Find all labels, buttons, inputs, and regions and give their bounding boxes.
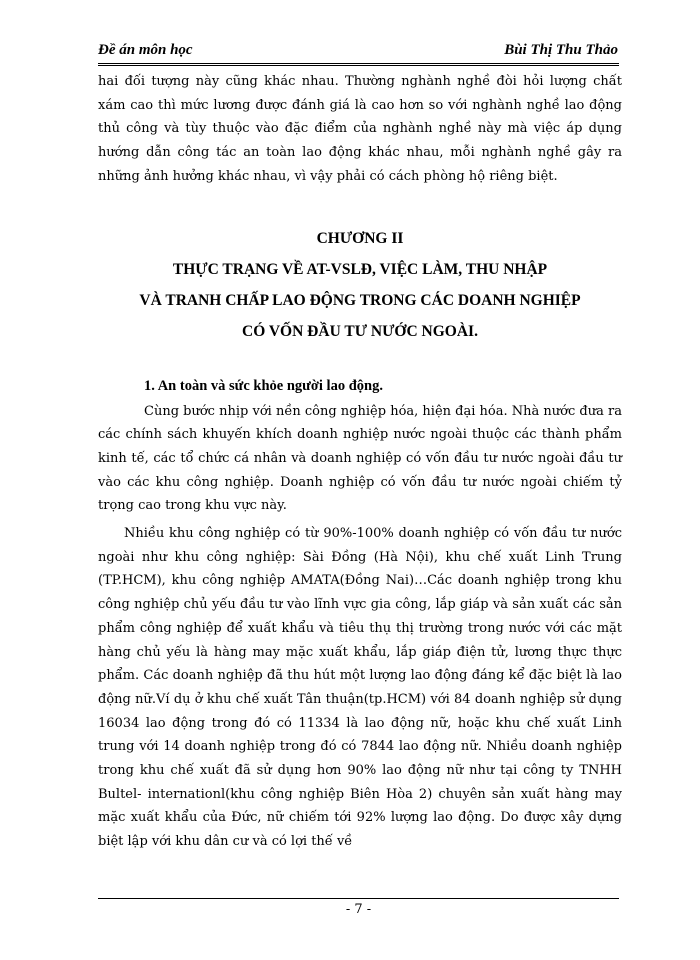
page-number: - 7 -	[345, 902, 372, 917]
page-body	[98, 70, 622, 854]
intro-paragraph: hai đối tượng này cũng khác nhau. Thường nghành nghề đòi hỏi lượng chất xám cao thì mức lương được đánh giá là cao hơn so với nghành nghề lao động thủ công và tùy thuộc vào đặc điểm của nghành nghề này mà việc áp dụng hướng dẫn công tác an toàn lao động khác nhau, mỗi nghành nghề gây ra những ảnh hưởng khác nhau, vì vậy phải có cách phòng hộ riêng biệt.	[98, 74, 622, 184]
header-author-name: Bùi Thị Thu Thảo	[504, 42, 618, 58]
header-divider	[98, 63, 619, 66]
body-paragraph-2: Nhiều khu công nghiệp có từ 90%-100% doanh nghiệp có vốn đầu tư nước ngoài như khu công nghiệp: Sài Đồng (Hà Nội), khu chế xuất Linh Trung (TP.HCM), khu công nghiệp AMATA(Đồng Nai)…Các doanh nghiệp trong khu công nghiệp chủ yếu đầu tư vào lĩnh vực gia công, lắp giáp và sản xuất các sản phẩm công nghiệp để xuất khẩu và tiêu thụ thị trường trong nước với các mặt hàng chủ yếu là hàng may mặc xuất khẩu, lắp giáp điện tử, lương thực thực phẩm. Các doanh nghiệp đã thu hút một lượng lao động đáng kể đặc biệt là lao động nữ.Ví dụ ở khu chế xuất Tân thuận(tp.HCM) với 84 doanh nghiệp sử dụng 16034 lao động trong đó có 11334 là lao động nữ, hoặc khu chế xuất Linh trung với 14 doanh nghiệp trong đó có 7844 lao động nữ. Nhiều doanh nghiệp trong khu chế xuất đã sử dụng hơn 90% lao động nữ như tại công ty TNHH Bultel- internationl(khu công nghiệp Biên Hòa 2) chuyên sản xuất hàng may mặc xuất khẩu của Đức, nữ chiếm tới 92% lượng lao động. Do được xây dựng biệt lập với khu dân cư và có lợi thế về	[98, 526, 622, 850]
footer-divider	[98, 898, 619, 899]
chapter-title-line-1: THỰC TRẠNG VỀ AT-VSLĐ, VIỆC LÀM, THU NHẬP	[172, 260, 548, 278]
chapter-number: CHƯƠNG II	[316, 229, 404, 247]
chapter-title-line-3: CÓ VỐN ĐẦU TƯ NƯỚC NGOÀI.	[242, 322, 478, 340]
header-course-title: Đề án môn học	[98, 42, 193, 58]
page-header	[98, 35, 618, 63]
section-heading: 1. An toàn và sức khỏe người lao động.	[144, 377, 383, 394]
body-paragraph-1: Cùng bước nhịp với nền công nghiệp hóa, hiện đại hóa. Nhà nước đưa ra các chính sách khuyến khích doanh nghiệp nước ngoài thuộc các thành phẩm kinh tế, các tổ chức cá nhân và doanh nghiệp có vốn đầu tư nước ngoài đầu tư vào các khu công nghiệp. Doanh nghiệp có vốn đầu tư nước ngoài chiếm tỷ trọng cao trong khu vực này.	[98, 403, 622, 514]
chapter-title	[98, 223, 622, 347]
chapter-title-line-2: VÀ TRANH CHẤP LAO ĐỘNG TRONG CÁC DOANH NGHIỆP	[139, 291, 581, 309]
